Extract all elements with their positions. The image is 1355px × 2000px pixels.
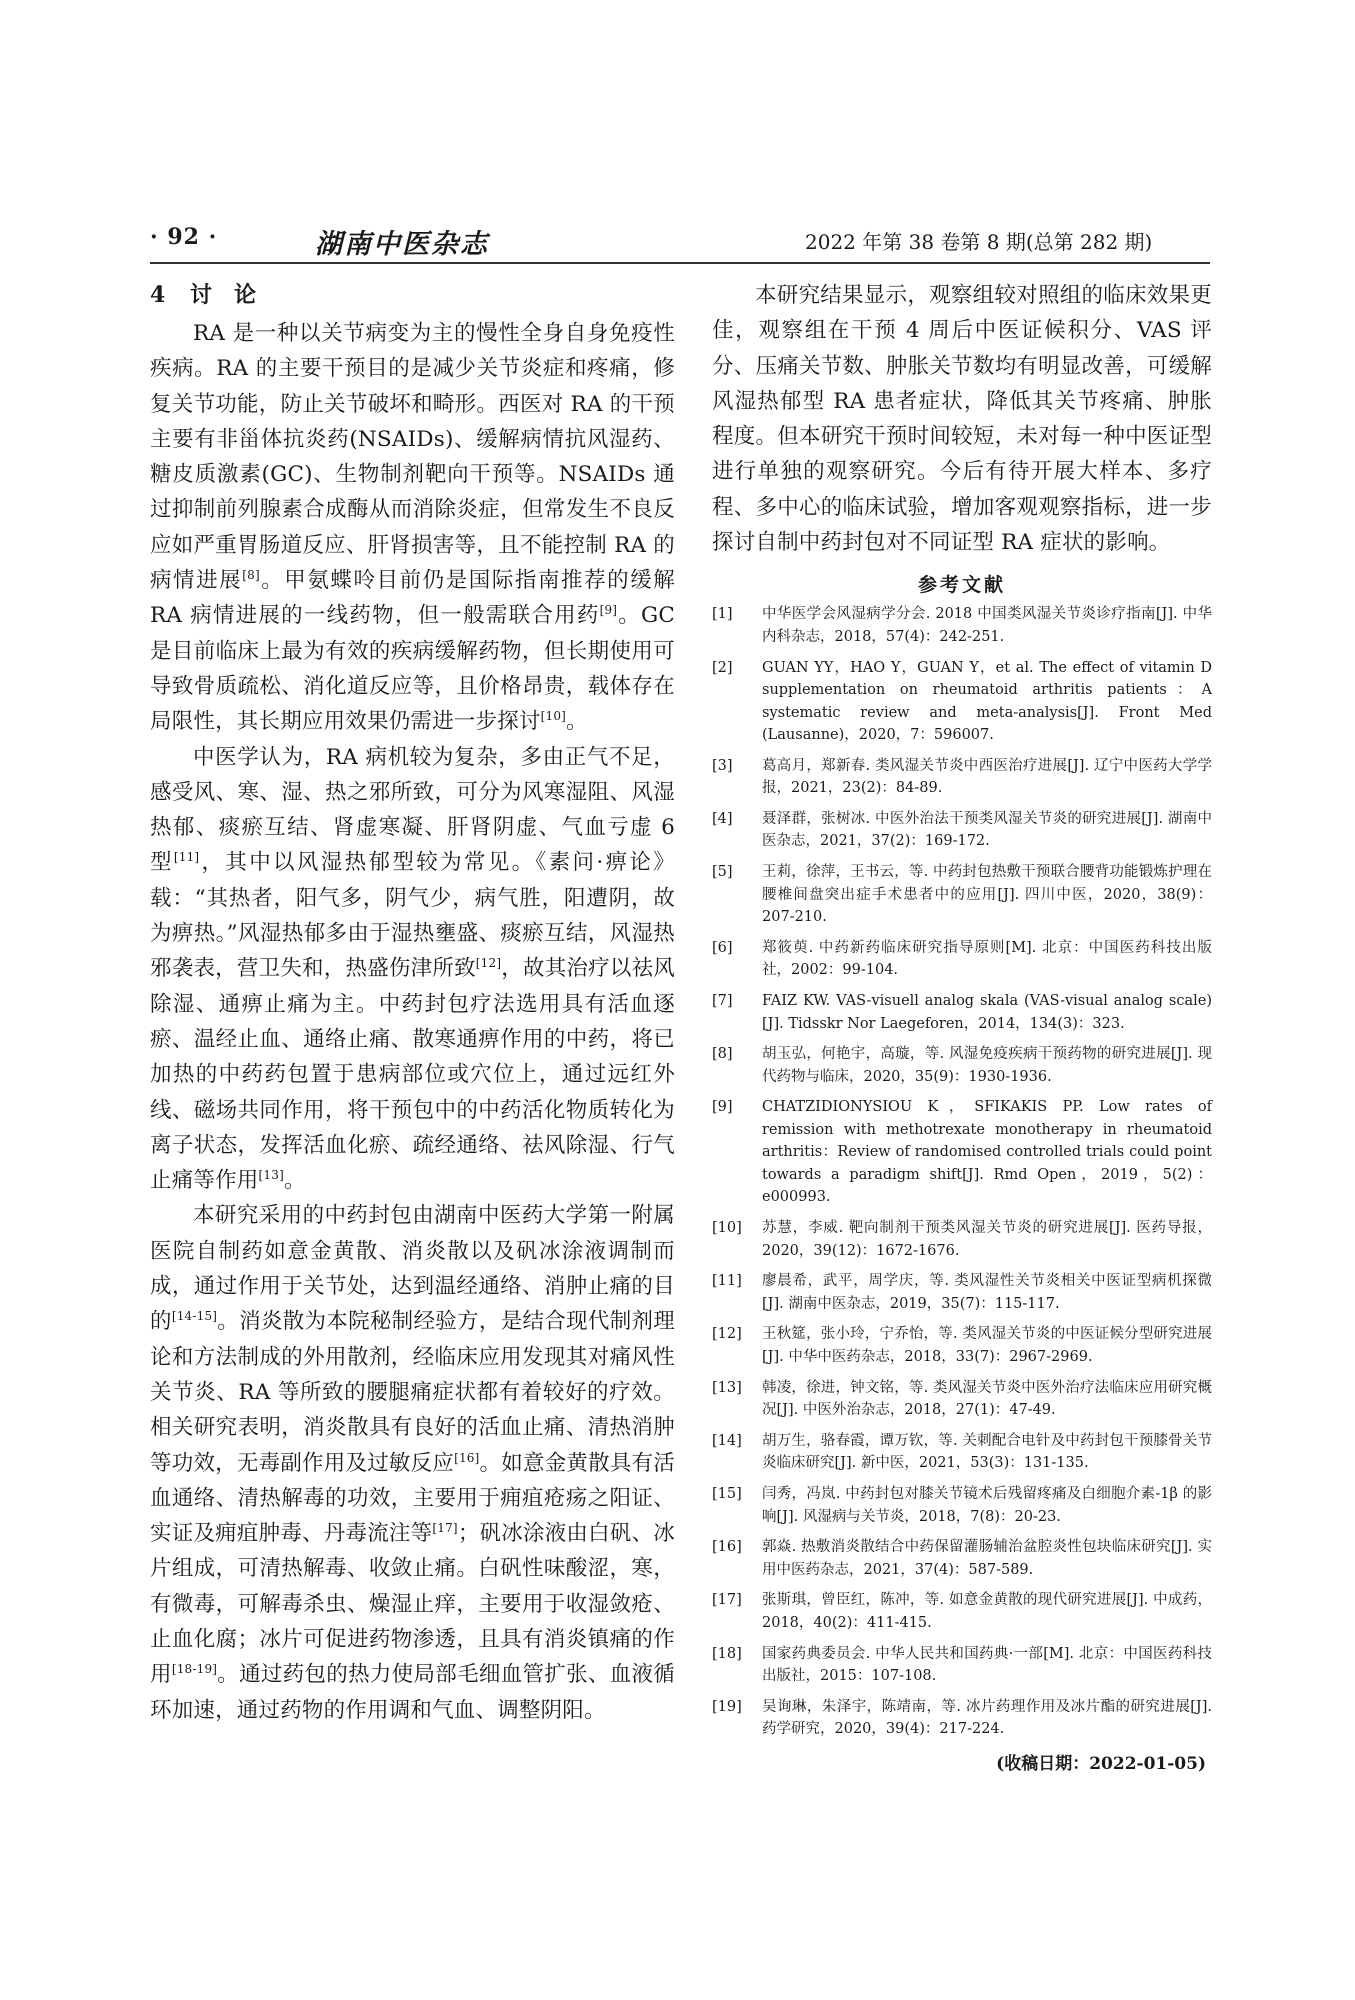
reference-list (712, 603, 1212, 1740)
reference-text: 聂泽群，张树冰. 中医外治法干预类风湿关节炎的研究进展[J]. 湖南中医杂志，2021，37(2)：169-172. (762, 810, 1212, 850)
reference-item (712, 1217, 1212, 1262)
reference-number: [10] (712, 1220, 742, 1237)
reference-item (712, 1483, 1212, 1528)
reference-item (712, 861, 1212, 929)
reference-number: [13] (712, 1379, 742, 1396)
citation: [9] (599, 603, 618, 618)
citation: [16] (454, 1450, 480, 1465)
paragraph-4: 本研究结果显示，观察组较对照组的临床效果更佳，观察组在干预 4 周后中医证候积分、VAS 评分、压痛关节数、肿胀关节数均有明显改善，可缓解风湿热郁型 RA 患者症状，降低其关节疼痛、肿胀程度。但本研究干预时间较短，未对每一种中医证型进行单独的观察研究。今后有待开展大样本、多疗程、多中心的临床试验，增加客观观察指标，进一步探讨自制中药封包对不同证型 RA 症状的影响。 (712, 283, 1212, 556)
left-column (150, 278, 675, 1728)
reference-text: 葛高月，郑新春. 类风湿关节炎中西医治疗进展[J]. 辽宁中医药大学学报，2021，23(2)：84-89. (762, 757, 1212, 797)
right-column (712, 278, 1212, 1774)
p1-text: RA 是一种以关节病变为主的慢性全身自身免疫性疾病。RA 的主要干预目的是减少关节炎症和疼痛，修复关节功能，防止关节破坏和畸形。西医对 RA 的干预主要有非甾体抗炎药(NSAIDs)、缓解病情抗风湿药、糖皮质激素(GC)、生物制剂靶向干预等。NSAIDs 通过抑制前列腺素合成酶从而消除炎症，但常发生不良反应如严重胃肠道反应、肝肾损害等，且不能控制 RA 的病情进展 (150, 321, 675, 594)
reference-text: 王秋筵，张小玲，宁乔怡，等. 类风湿关节炎的中医证候分型研究进展[J]. 中华中医药杂志，2018，33(7)：2967-2969. (762, 1326, 1212, 1365)
header-rule (150, 262, 1210, 264)
reference-item (712, 808, 1212, 853)
reference-number: [3] (712, 757, 733, 774)
journal-title: 湖南中医杂志 (315, 229, 489, 260)
running-header (150, 222, 1210, 262)
reference-number: [19] (712, 1698, 742, 1715)
reference-number: [18] (712, 1645, 742, 1662)
citation: [13] (258, 1167, 284, 1182)
reference-number: [5] (712, 864, 733, 881)
reference-item (712, 603, 1212, 648)
p2-text2: ，其中以风湿热郁型较为常见。《素问·痹论》载：“其热者，阳气多，阴气少，病气胜，阳遭阴，故为痹热。”风湿热郁多由于湿热壅盛、痰瘀互结，风湿热邪袭表，营卫失和，热盛伤津所致 (150, 850, 675, 982)
reference-number: [14] (712, 1432, 742, 1449)
reference-number: [15] (712, 1486, 742, 1502)
received-date: (收稿日期：2022-01-05) (996, 1753, 1206, 1774)
reference-item (712, 1043, 1212, 1088)
reference-text: FAIZ KW. VAS-visuell analog skala (VAS-visual analog scale)[J]. Tidsskr Nor Laegeforen，2014，134(3)：323. (762, 993, 1212, 1032)
reference-text: GUAN YY，HAO Y，GUAN Y，et al. The effect of vitamin D supplementation on rheumatoid arthritis patients：A systematic review and meta-analysis[J]. Front Med (Lausanne)，2020，7：596007. (762, 659, 1212, 744)
reference-number: [11] (712, 1273, 742, 1290)
section-title: 讨 论 (190, 282, 257, 308)
citation: [14-15] (171, 1309, 218, 1324)
citation: [17] (432, 1520, 458, 1535)
p1-text4: 。 (566, 709, 588, 735)
citation: [11] (173, 850, 200, 865)
reference-item (712, 1377, 1212, 1422)
reference-item (712, 1323, 1212, 1368)
reference-text: 吴询琳，朱泽宇，陈靖南，等. 冰片药理作用及冰片酯的研究进展[J]. 药学研究，2020，39(4)：217-224. (762, 1698, 1212, 1738)
reference-number: [16] (712, 1539, 742, 1556)
issue-info: 2022 年第 38 卷第 8 期(总第 282 期) (805, 230, 1153, 254)
reference-number: [9] (712, 1099, 733, 1116)
reference-text: 胡玉弘，何艳宇，高璇，等. 风湿免疫疾病干预药物的研究进展[J]. 现代药物与临床，2020，35(9)：1930-1936. (762, 1046, 1212, 1085)
reference-number: [2] (712, 659, 733, 676)
p3-text5: 。通过药包的热力使局部毛细血管扩张、血液循环加速，通过药物的作用调和气血、调整阴阳。 (150, 1662, 676, 1723)
reference-number: [12] (712, 1326, 742, 1343)
reference-number: [6] (712, 939, 733, 956)
citation: [8] (242, 567, 260, 582)
reference-number: [1] (712, 606, 733, 623)
reference-text: 王莉，徐萍，王书云，等. 中药封包热敷干预联合腰背功能锻炼护理在腰椎间盘突出症手术患者中的应用[J]. 四川中医，2020，38(9)：207-210. (762, 864, 1212, 926)
reference-text: 中华医学会风湿病学分会. 2018 中国类风湿关节炎诊疗指南[J]. 中华内科杂志，2018，57(4)：242-251. (762, 606, 1212, 645)
references-title: 参考文献 (917, 574, 1006, 597)
p1-text3: 。GC 是目前临床上最为有效的疾病缓解药物，但长期使用可导致骨质疏松、消化道反应等，且价格昂贵，载体存在局限性，其长期应用效果仍需进一步探讨 (150, 603, 675, 735)
p3-text2: 。消炎散为本院秘制经验方，是结合现代制剂理论和方法制成的外用散剂，经临床应用发现其对痛风性关节炎、RA 等所致的腰腿痛症状都有着较好的疗效。相关研究表明，消炎散具有良好的活血止痛、清热消肿等功效，无毒副作用及过敏反应 (150, 1309, 676, 1476)
paragraph-2 (150, 740, 675, 1199)
reference-item (712, 1643, 1212, 1688)
citation: [10] (540, 709, 567, 724)
reference-item (712, 1696, 1212, 1741)
reference-item (712, 755, 1212, 800)
reference-text: 张斯琪，曾臣红，陈冲，等. 如意金黄散的现代研究进展[J]. 中成药，2018，40(2)：411-415. (762, 1592, 1212, 1631)
p2-text3: ，故其治疗以祛风除湿、通痹止痛为主。中药封包疗法选用具有活血逐瘀、温经止血、通络止痛、散寒通痹作用的中药，将已加热的中药药包置于患病部位或穴位上，通过远红外线、磁场共同作用，将干预包中的中药活化物质转化为离子状态，发挥活血化瘀、疏经通络、祛风除湿、行气止痛等作用 (150, 956, 675, 1194)
p2-text: 中医学认为，RA 病机较为复杂，多由正气不足，感受风、寒、湿、热之邪所致，可分为风寒湿阻、风湿热郁、痰瘀互结、肾虚寒凝、肝肾阴虚、气血亏虚 6 型 (150, 744, 675, 876)
reference-item (712, 990, 1212, 1035)
p1-text2: 。甲氨蝶呤目前仍是国际指南推荐的缓解 RA 病情进展的一线药物，但一般需联合用药 (150, 568, 675, 629)
paragraph-1 (150, 316, 675, 740)
reference-item (712, 1270, 1212, 1315)
reference-text: 国家药典委员会. 中华人民共和国药典·一部[M]. 北京：中国医药科技出版社，2015：107-108. (762, 1645, 1212, 1685)
page-number: · 92 · (150, 224, 218, 250)
reference-number: [8] (712, 1046, 733, 1063)
reference-text: 胡万生，骆春霞，谭万钦，等. 关刺配合电针及中药封包干预膝骨关节炎临床研究[J]. 新中医，2021，53(3)：131-135. (762, 1432, 1212, 1472)
reference-item (712, 937, 1212, 982)
p3-text3: 。如意金黄散具有活血通络、清热解毒的功效，主要用于痈疽疮疡之阳证、实证及痈疽肿毒、丹毒流注等 (150, 1450, 675, 1547)
paragraph-3 (150, 1198, 675, 1727)
reference-number: [7] (712, 993, 733, 1009)
reference-text: 郑筱萸. 中药新药临床研究指导原则[M]. 北京：中国医药科技出版社，2002：99-104. (762, 939, 1212, 979)
reference-item (712, 1096, 1212, 1209)
reference-number: [4] (712, 810, 733, 827)
p2-text4: 。 (283, 1168, 306, 1194)
reference-text: 郭焱. 热敷消炎散结合中药保留灌肠辅治盆腔炎性包块临床研究[J]. 实用中医药杂志，2021，37(4)：587-589. (762, 1539, 1212, 1578)
reference-item (712, 1589, 1212, 1634)
reference-text: 闫秀，冯岚. 中药封包对膝关节镜术后残留疼痛及白细胞介素-1β 的影响[J]. 风湿病与关节炎，2018，7(8)：20-23. (762, 1486, 1212, 1525)
reference-text: 韩凌，徐进，钟文铭，等. 类风湿关节炎中医外治疗法临床应用研究概况[J]. 中医外治杂志，2018，27(1)：47-49. (762, 1379, 1212, 1419)
p3-text4: ；矾冰涂液由白矾、冰片组成，可清热解毒、收敛止痛。白矾性味酸涩，寒，有微毒，可解毒杀虫、燥湿止痒，主要用于收湿敛疮、止血化腐；冰片可促进药物渗透，且具有消炎镇痛的作用 (150, 1521, 675, 1688)
reference-item (712, 1536, 1212, 1581)
section-number: 4 (150, 282, 166, 308)
section-heading (150, 278, 675, 312)
reference-number: [17] (712, 1592, 742, 1609)
reference-item (712, 657, 1212, 747)
reference-text: 苏慧，李威. 靶向制剂干预类风湿关节炎的研究进展[J]. 医药导报，2020，39(12)：1672-1676. (762, 1220, 1212, 1259)
citation: [12] (475, 956, 502, 971)
reference-item (712, 1430, 1212, 1475)
citation: [18-19] (171, 1662, 218, 1677)
p3-text: 本研究采用的中药封包由湖南中医药大学第一附属医院自制药如意金黄散、消炎散以及矾冰涂液调制而成，通过作用于关节处，达到温经通络、消肿止痛的目的 (150, 1203, 675, 1335)
reference-text: 廖晨希，武平，周学庆，等. 类风湿性关节炎相关中医证型病机探微[J]. 湖南中医杂志，2019，35(7)：115-117. (762, 1273, 1212, 1312)
reference-text: CHATZIDIONYSIOU K，SFIKAKIS PP. Low rates of remission with methotrexate monotherapy in rheumatoid arthritis：Review of randomised controlled trials could point towards a paradigm shift[J]. Rmd Open，2019，5(2)：e000993. (762, 1099, 1212, 1206)
